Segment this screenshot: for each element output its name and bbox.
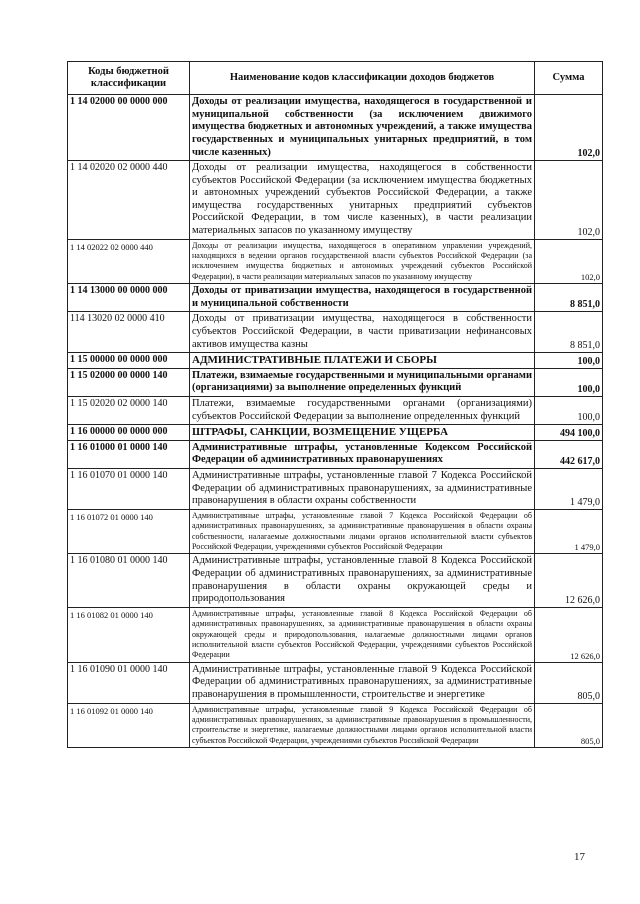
row-code: 1 16 01072 01 0000 140	[68, 509, 190, 554]
row-name: Доходы от реализации имущества, находящегося в государственной и муниципальной собственности (за исключением движимого имущества бюджетных и автономных учреждений, а также имущества государственных и муниципальных унитарных предприятий, в том числе казенных)	[190, 95, 535, 161]
table-row	[68, 284, 603, 312]
row-sum: 442 617,0	[535, 440, 603, 468]
row-name: АДМИНИСТРАТИВНЫЕ ПЛАТЕЖИ И СБОРЫ	[190, 353, 535, 369]
row-name: Административные штрафы, установленные главой 8 Кодекса Российской Федерации об административных правонарушениях, за административные правонарушения в области охраны окружающей среды и природопользования, налагаемые должностными лицами органов исполнительной власти субъектов Российской Федерации, учреждениями субъектов Российской Федерации	[190, 607, 535, 662]
row-sum: 1 479,0	[535, 509, 603, 554]
header-name: Наименование кодов классификации доходов бюджетов	[190, 62, 535, 95]
row-code: 1 16 01092 01 0000 140	[68, 703, 190, 748]
table-row	[68, 353, 603, 369]
table-header	[68, 62, 603, 95]
header-code: Коды бюджетной классификации	[68, 62, 190, 95]
row-code: 1 15 02020 02 0000 140	[68, 397, 190, 425]
row-sum: 100,0	[535, 368, 603, 396]
row-name: Доходы от приватизации имущества, находящегося в государственной и муниципальной собственности	[190, 284, 535, 312]
table-row	[68, 662, 603, 703]
table-row	[68, 440, 603, 468]
row-sum: 494 100,0	[535, 425, 603, 441]
row-name: Административные штрафы, установленные главой 7 Кодекса Российской Федерации об административных правонарушениях, за административные правонарушения в области охраны собственности, налагаемые должностными лицами органов исполнительной власти субъектов Российской Федерации, учреждениями субъектов Российской Федерации	[190, 509, 535, 554]
row-code: 1 15 00000 00 0000 000	[68, 353, 190, 369]
row-sum: 12 626,0	[535, 554, 603, 607]
row-sum: 805,0	[535, 662, 603, 703]
table-row	[68, 607, 603, 662]
row-code: 1 15 02000 00 0000 140	[68, 368, 190, 396]
table-row	[68, 312, 603, 353]
row-sum: 102,0	[535, 239, 603, 284]
row-sum: 8 851,0	[535, 284, 603, 312]
row-name: Доходы от реализации имущества, находящегося в оперативном управлении учреждений, находящихся в ведении органов государственной власти субъектов Российской Федерации (за исключением имущества бюджетных и автономных учреждений субъектов Российской Федерации), в части реализации материальных запасов по указанному имуществу	[190, 239, 535, 284]
row-code: 1 14 13000 00 0000 000	[68, 284, 190, 312]
header-sum: Сумма	[535, 62, 603, 95]
row-sum: 102,0	[535, 95, 603, 161]
row-sum: 1 479,0	[535, 469, 603, 510]
row-name: Административные штрафы, установленные главой 9 Кодекса Российской Федерации об административных правонарушениях, за административные правонарушения в промышленности, строительстве и энергетике	[190, 662, 535, 703]
row-name: Административные штрафы, установленные главой 7 Кодекса Российской Федерации об административных правонарушениях, за административные правонарушения в области охраны собственности	[190, 469, 535, 510]
page-number: 17	[574, 851, 585, 863]
row-code: 114 13020 02 0000 410	[68, 312, 190, 353]
table-row	[68, 509, 603, 554]
row-code: 1 16 01080 01 0000 140	[68, 554, 190, 607]
row-code: 1 16 01000 01 0000 140	[68, 440, 190, 468]
table-row	[68, 95, 603, 161]
table-row	[68, 368, 603, 396]
table-row	[68, 554, 603, 607]
row-name: Доходы от приватизации имущества, находящегося в собственности субъектов Российской Федерации, в части приватизации нефинансовых активов имущества казны	[190, 312, 535, 353]
table-row	[68, 161, 603, 240]
row-name: ШТРАФЫ, САНКЦИИ, ВОЗМЕЩЕНИЕ УЩЕРБА	[190, 425, 535, 441]
row-sum: 805,0	[535, 703, 603, 748]
row-code: 1 16 00000 00 0000 000	[68, 425, 190, 441]
table-row	[68, 703, 603, 748]
row-sum: 12 626,0	[535, 607, 603, 662]
table-row	[68, 469, 603, 510]
revenue-table	[67, 61, 603, 748]
table-row	[68, 397, 603, 425]
row-name: Административные штрафы, установленные Кодексом Российской Федерации об административных правонарушениях	[190, 440, 535, 468]
row-name: Административные штрафы, установленные главой 8 Кодекса Российской Федерации об административных правонарушениях, за административные правонарушения в области охраны окружающей среды и природопользования	[190, 554, 535, 607]
row-code: 1 14 02000 00 0000 000	[68, 95, 190, 161]
row-name: Доходы от реализации имущества, находящегося в собственности субъектов Российской Федерации (за исключением имущества бюджетных и автономных учреждений субъектов Российской Федерации, а также имущества государственных унитарных предприятий субъектов Российской Федерации, в том числе казенных), в части реализации материальных запасов по указанному имуществу	[190, 161, 535, 240]
row-code: 1 16 01090 01 0000 140	[68, 662, 190, 703]
row-code: 1 14 02022 02 0000 440	[68, 239, 190, 284]
row-sum: 8 851,0	[535, 312, 603, 353]
row-sum: 100,0	[535, 353, 603, 369]
row-sum: 102,0	[535, 161, 603, 240]
table-row	[68, 239, 603, 284]
row-name: Платежи, взимаемые государственными органами (организациями) субъектов Российской Федерации за выполнение определенных функций	[190, 397, 535, 425]
row-sum: 100,0	[535, 397, 603, 425]
table-row	[68, 425, 603, 441]
row-code: 1 16 01070 01 0000 140	[68, 469, 190, 510]
row-name: Платежи, взимаемые государственными и муниципальными органами (организациями) за выполнение определенных функций	[190, 368, 535, 396]
row-name: Административные штрафы, установленные главой 9 Кодекса Российской Федерации об административных правонарушениях, за административные правонарушения в промышленности, строительстве и энергетике, налагаемые должностными лицами органов исполнительной власти субъектов Российской Федерации, учреждениями субъектов Российской Федерации	[190, 703, 535, 748]
row-code: 1 16 01082 01 0000 140	[68, 607, 190, 662]
row-code: 1 14 02020 02 0000 440	[68, 161, 190, 240]
